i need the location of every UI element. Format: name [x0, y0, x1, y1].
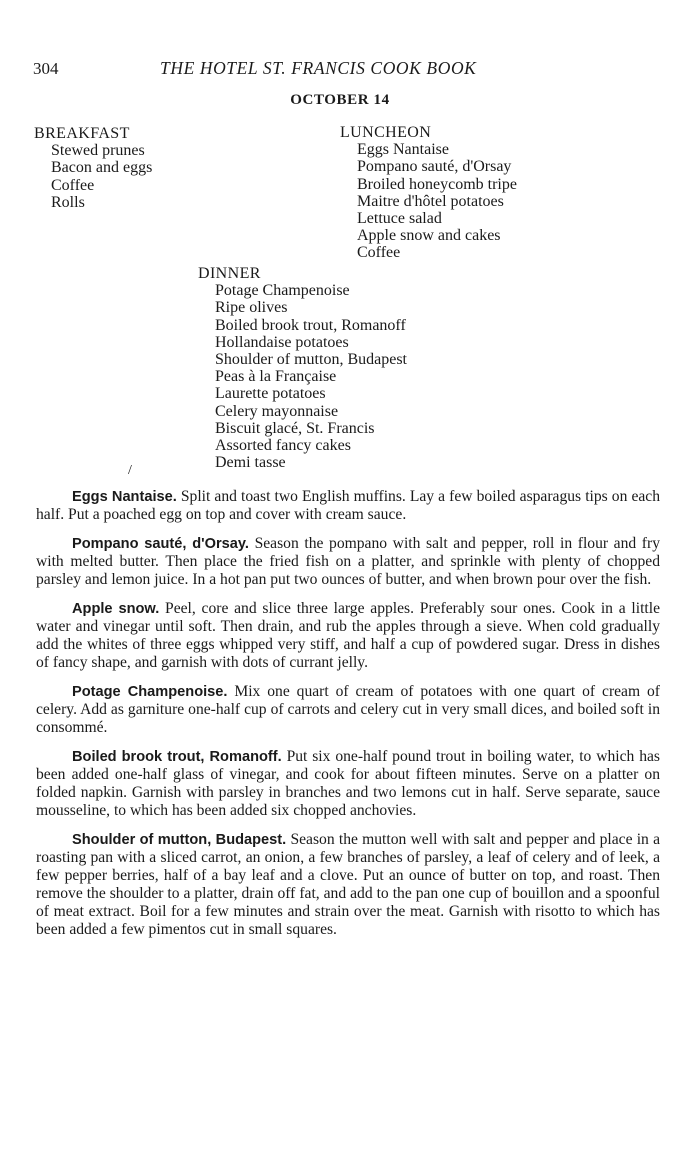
menu-item: Shoulder of mutton, Budapest [215, 351, 407, 369]
menu-item: Coffee [51, 176, 95, 194]
recipe-text: Mix one quart of cream of potatoes with one quart of cream of celery. Add as garniture one-half cup of carrots and celery cut in very small dices, and boiled soft in consommé. [36, 683, 660, 736]
recipe-title: Pompano sauté, d'Orsay. [72, 536, 249, 552]
menu-item: Pompano sauté, d'Orsay [357, 158, 512, 176]
menu-item: Biscuit glacé, St. Francis [215, 419, 375, 437]
menu-item: Lettuce salad [357, 210, 442, 228]
menu-item: Assorted fancy cakes [215, 437, 351, 455]
recipe-paragraph [36, 683, 660, 737]
menu-item: Maitre d'hôtel potatoes [357, 192, 504, 210]
recipes-section [36, 488, 660, 950]
luncheon-menu [340, 124, 517, 262]
breakfast-menu [34, 125, 152, 211]
menu-item: Potage Champenoise [215, 282, 350, 300]
recipe-text: Season the pompano with salt and pepper, roll in flour and fry with melted butter. Then place the fried fish on a platter, and sprinkle with plenty of chopped parsley and lemon juice. In a hot pan put two ounces of butter, and when brown pour over the fish. [36, 535, 660, 588]
menu-item: Boiled brook trout, Romanoff [215, 316, 406, 334]
recipe-text: Split and toast two English muffins. Lay a few boiled asparagus tips on each half. Put a poached egg on top and cover with cream sauce. [36, 488, 661, 523]
recipe-text: Peel, core and slice three large apples. Preferably sour ones. Cook in a little water and vinegar until soft. Then drain, and rub the apples through a sieve. When cold gradually add the whites of three eggs whipped very stiff, and half a cup of powdered sugar. Dress in dishes of fancy shape, and garnish with dots of currant jelly. [36, 600, 660, 671]
menu-item: Celery mayonnaise [215, 402, 339, 420]
menu-item: Ripe olives [215, 299, 288, 317]
menu-item: Broiled honeycomb tripe [357, 175, 517, 193]
menu-item: Hollandaise potatoes [215, 333, 349, 351]
dinner-heading: DINNER [198, 265, 261, 282]
luncheon-items [340, 141, 517, 261]
dinner-menu [198, 265, 407, 471]
recipe-paragraph [36, 831, 660, 939]
recipe-text: Season the mutton well with salt and pepper and place in a roasting pan with a sliced carrot, an onion, a few branches of parsley, a leaf of celery and of leek, a few pepper berries, half of a bay leaf and a clove. Put an ounce of butter on top, and roast. Then remove the shoulder to a platter, drain off fat, and add to the pan one cup of bouillon and a spoonful of meat extract. Boil for a few minutes and strain over the meat. Garnish with risotto to which has been added a few pimentos cut in small squares. [36, 831, 660, 938]
breakfast-heading: BREAKFAST [34, 125, 130, 142]
dinner-items [198, 282, 407, 471]
recipe-paragraph [36, 488, 660, 524]
menu-item: Bacon and eggs [51, 159, 153, 177]
recipe-title: Potage Champenoise. [72, 684, 228, 700]
recipe-text: Put six one-half pound trout in boiling water, to which has been added one-half glass of vinegar, and cook for about fifteen minutes. Serve on a platter on folded napkin. Garnish with parsley in branches and two lemons cut in half. Serve separate, sauce mousseline, to which has been added six chopped anchovies. [36, 748, 660, 819]
recipe-title: Eggs Nantaise. [72, 489, 177, 505]
running-head: THE HOTEL ST. FRANCIS COOK BOOK [160, 58, 477, 78]
menu-item: Coffee [357, 244, 401, 262]
breakfast-items [34, 142, 152, 211]
menu-item: Demi tasse [215, 454, 286, 472]
menu-item: Stewed prunes [51, 142, 145, 160]
recipe-paragraph [36, 600, 660, 672]
menu-item: Eggs Nantaise [357, 141, 449, 159]
menu-item: Apple snow and cakes [357, 227, 501, 245]
menu-item: Laurette potatoes [215, 385, 326, 403]
luncheon-heading: LUNCHEON [340, 124, 432, 141]
recipe-paragraph [36, 535, 660, 589]
recipe-paragraph [36, 748, 660, 820]
recipe-title: Boiled brook trout, Romanoff. [72, 749, 282, 765]
stray-mark: / [128, 463, 132, 478]
menu-date-heading: OCTOBER 14 [290, 92, 390, 108]
page-number: 304 [33, 59, 59, 78]
recipe-title: Apple snow. [72, 601, 160, 617]
recipe-title: Shoulder of mutton, Budapest. [72, 832, 287, 848]
menu-item: Peas à la Française [215, 368, 337, 386]
menu-item: Rolls [51, 193, 85, 211]
